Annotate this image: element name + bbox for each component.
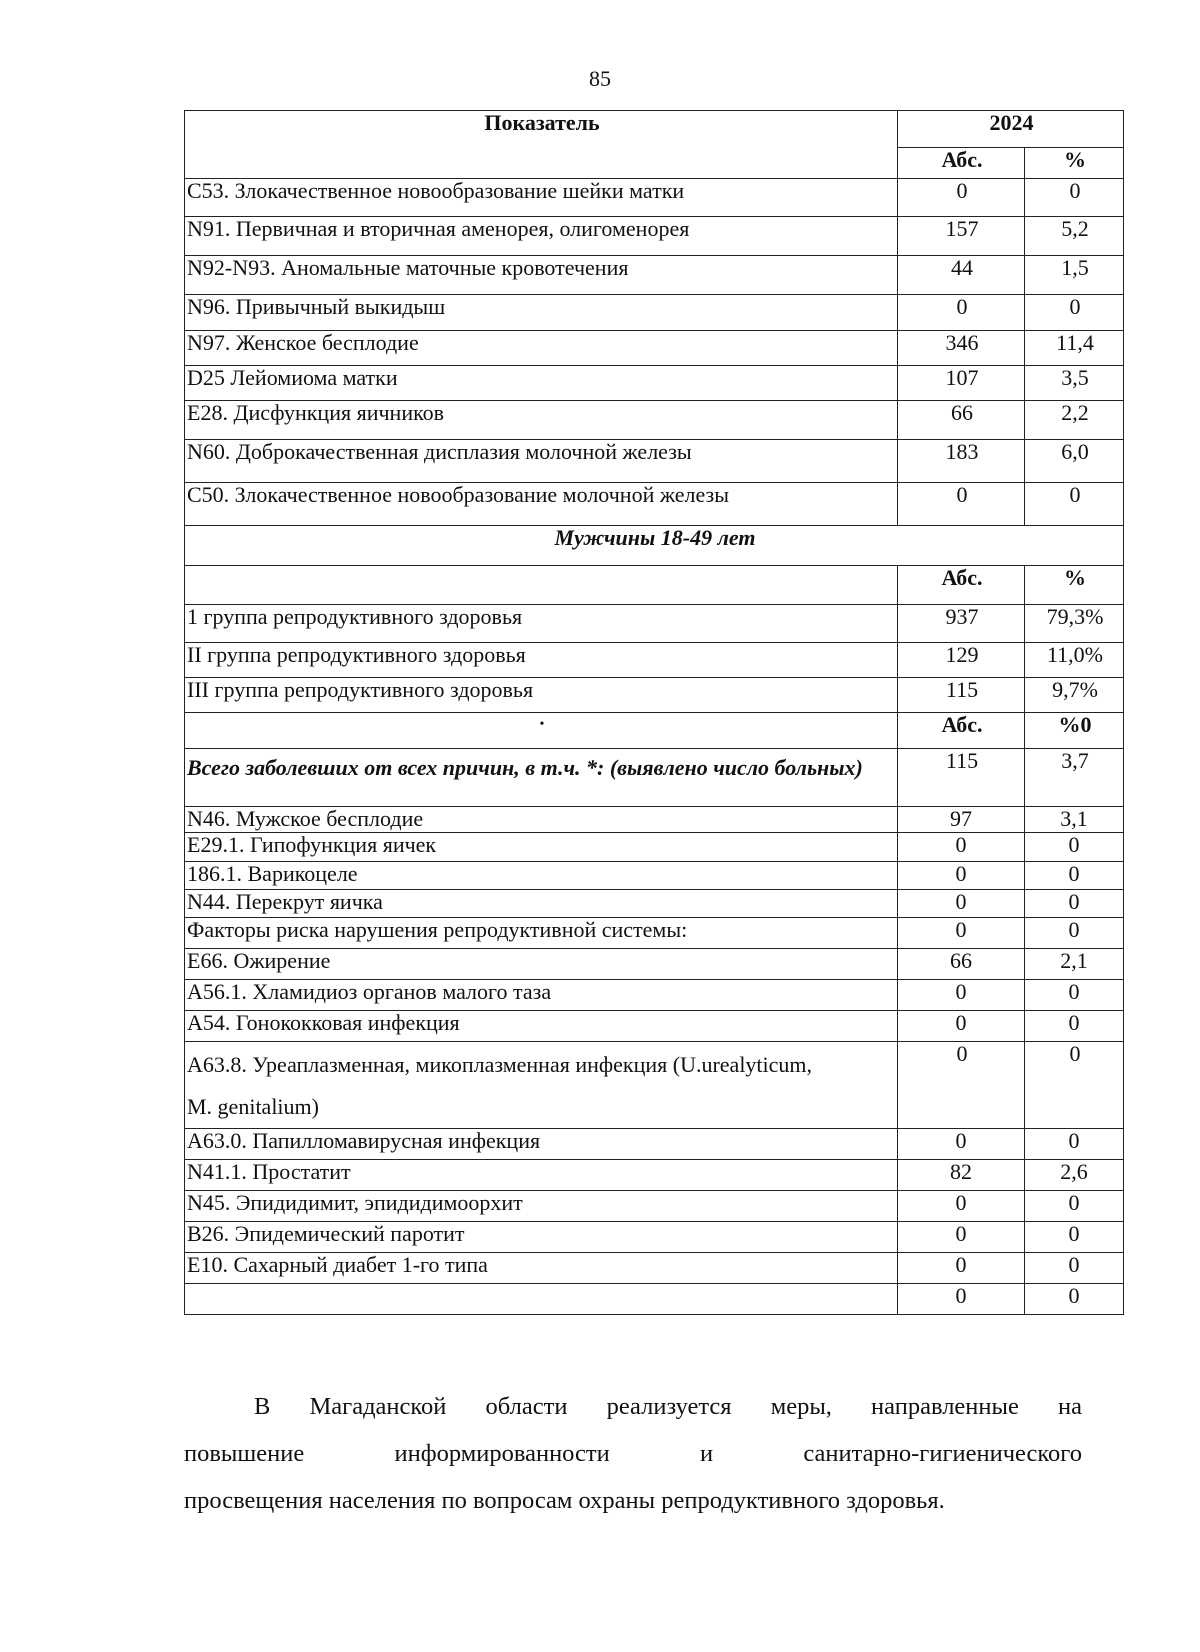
row-abs: 183 [898, 440, 1025, 483]
page-number: 85 [589, 66, 611, 91]
row-abs: 0 [898, 862, 1025, 890]
row-pct: 11,0% [1025, 643, 1124, 678]
header-abs: Абс. [898, 148, 1025, 179]
row-pct: 0 [1025, 1129, 1124, 1160]
table-row [185, 401, 1124, 440]
table-row [185, 1160, 1124, 1191]
row-pct: 0 [1025, 1222, 1124, 1253]
row-pct: 0 [1025, 295, 1124, 331]
row-abs: 44 [898, 256, 1025, 295]
row-label: A63.0. Папилломавирусная инфекция [185, 1129, 898, 1160]
row-label: N44. Перекрут яичка [185, 890, 898, 918]
row-pct: 0 [1025, 980, 1124, 1011]
table-row [185, 949, 1124, 980]
row-label: E66. Ожирение [185, 949, 898, 980]
header-pct: % [1025, 148, 1124, 179]
row-abs: 0 [898, 1011, 1025, 1042]
row-label: II группа репродуктивного здоровья [185, 643, 898, 678]
table-row [185, 678, 1124, 713]
row-pct: 9,7% [1025, 678, 1124, 713]
total-label: Всего заболевших от всех причин, в т.ч. *: (выявлено число больных) [185, 749, 898, 807]
row-abs: 0 [898, 918, 1025, 949]
table-row [185, 483, 1124, 526]
table-row [185, 918, 1124, 949]
row-label: N96. Привычный выкидыш [185, 295, 898, 331]
empty-cell [185, 566, 898, 605]
total-pct: 3,7 [1025, 749, 1124, 807]
row-abs: 346 [898, 331, 1025, 366]
row-label-line2: M. genitalium) [187, 1094, 319, 1119]
row-abs: 129 [898, 643, 1025, 678]
row-abs: 0 [898, 1253, 1025, 1284]
table-row [185, 1191, 1124, 1222]
table-row [185, 440, 1124, 483]
row-label: N41.1. Простатит [185, 1160, 898, 1191]
table-row [185, 807, 1124, 833]
header-indicator: Показатель [185, 111, 898, 179]
table-row [185, 179, 1124, 217]
row-abs: 0 [898, 483, 1025, 526]
row-pct: 0 [1025, 1191, 1124, 1222]
row-label-line1: A63.8. Уреаплазменная, микоплазменная инфекция (U.urealyticum, [187, 1052, 813, 1077]
body-paragraph [184, 1383, 1082, 1524]
row-abs: 0 [898, 179, 1025, 217]
row-abs: 0 [898, 295, 1025, 331]
table-row [185, 1042, 1124, 1129]
row-abs: 0 [898, 1222, 1025, 1253]
row-abs: 66 [898, 401, 1025, 440]
row-label: N91. Первичная и вторичная аменорея, олигоменорея [185, 217, 898, 256]
table-row [185, 217, 1124, 256]
row-label: C53. Злокачественное новообразование шейки матки [185, 179, 898, 217]
row-abs: 0 [898, 980, 1025, 1011]
row-pct: 0 [1025, 1284, 1124, 1315]
table-row [185, 643, 1124, 678]
table-row [185, 833, 1124, 862]
row-pct: 0 [1025, 179, 1124, 217]
table-row [185, 295, 1124, 331]
row-pct: 0 [1025, 862, 1124, 890]
subheader-abs: Абс. [898, 566, 1025, 605]
row-label: C50. Злокачественное новообразование молочной железы [185, 483, 898, 526]
row-pct: 0 [1025, 1011, 1124, 1042]
header-year: 2024 [898, 111, 1124, 148]
section-title-men: Мужчины 18-49 лет [185, 526, 1124, 566]
row-label: N46. Мужское бесплодие [185, 807, 898, 833]
row-label: N97. Женское бесплодие [185, 331, 898, 366]
row-label [185, 1284, 898, 1315]
row-pct: 3,5 [1025, 366, 1124, 401]
table-row [185, 1129, 1124, 1160]
row-label: 186.1. Варикоцеле [185, 862, 898, 890]
row-label: B26. Эпидемический паротит [185, 1222, 898, 1253]
row-label: E29.1. Гипофункция яичек [185, 833, 898, 862]
row-abs: 0 [898, 890, 1025, 918]
row-pct: 11,4 [1025, 331, 1124, 366]
row-label [185, 1042, 898, 1129]
row-label: N45. Эпидидимит, эпидидимоорхит [185, 1191, 898, 1222]
total-abs: 115 [898, 749, 1025, 807]
total-row [185, 749, 1124, 807]
bullet-mark: • [185, 713, 898, 749]
subheader-pct: % [1025, 566, 1124, 605]
row-abs: 0 [898, 1191, 1025, 1222]
row-pct: 79,3% [1025, 605, 1124, 643]
paragraph-line: В Магаданской области реализуется меры, направленные на [254, 1393, 1082, 1420]
row-pct: 1,5 [1025, 256, 1124, 295]
row-label: N92-N93. Аномальные маточные кровотечения [185, 256, 898, 295]
paragraph-line: просвещения населения по вопросам охраны репродуктивного здоровья. [184, 1487, 945, 1514]
row-pct: 2,6 [1025, 1160, 1124, 1191]
row-pct: 6,0 [1025, 440, 1124, 483]
row-abs: 0 [898, 1284, 1025, 1315]
row-abs: 66 [898, 949, 1025, 980]
table-row [185, 862, 1124, 890]
row-abs: 115 [898, 678, 1025, 713]
table-row [185, 331, 1124, 366]
health-table [184, 110, 1124, 1315]
row-label: D25 Лейомиома матки [185, 366, 898, 401]
row-abs: 0 [898, 833, 1025, 862]
row-pct: 3,1 [1025, 807, 1124, 833]
row-label: Факторы риска нарушения репродуктивной системы: [185, 918, 898, 949]
row-label: E28. Дисфункция яичников [185, 401, 898, 440]
row-pct: 0 [1025, 1042, 1124, 1129]
table-row [185, 1253, 1124, 1284]
row-label: III группа репродуктивного здоровья [185, 678, 898, 713]
row-abs: 82 [898, 1160, 1025, 1191]
row-label: N60. Доброкачественная дисплазия молочной железы [185, 440, 898, 483]
row-pct: 0 [1025, 483, 1124, 526]
row-label: 1 группа репродуктивного здоровья [185, 605, 898, 643]
table-row [185, 890, 1124, 918]
row-pct: 0 [1025, 918, 1124, 949]
table-row [185, 980, 1124, 1011]
table-row [185, 605, 1124, 643]
row-label: E10. Сахарный диабет 1-го типа [185, 1253, 898, 1284]
row-pct: 0 [1025, 1253, 1124, 1284]
row-pct: 2,2 [1025, 401, 1124, 440]
table-row [185, 1011, 1124, 1042]
row-abs: 0 [898, 1129, 1025, 1160]
row-abs: 107 [898, 366, 1025, 401]
table-row [185, 366, 1124, 401]
row-pct: 2,1 [1025, 949, 1124, 980]
table-row [185, 1222, 1124, 1253]
table-row [185, 1284, 1124, 1315]
row-pct: 5,2 [1025, 217, 1124, 256]
table-row [185, 256, 1124, 295]
row-label: A54. Гонококковая инфекция [185, 1011, 898, 1042]
subheader-abs-2: Абс. [898, 713, 1025, 749]
row-abs: 0 [898, 1042, 1025, 1129]
row-abs: 157 [898, 217, 1025, 256]
row-pct: 0 [1025, 890, 1124, 918]
row-pct: 0 [1025, 833, 1124, 862]
paragraph-line: повышение информированности и санитарно-гигиенического [184, 1440, 1082, 1467]
row-label: A56.1. Хламидиоз органов малого таза [185, 980, 898, 1011]
row-abs: 97 [898, 807, 1025, 833]
row-abs: 937 [898, 605, 1025, 643]
subheader-pct-2: %0 [1025, 713, 1124, 749]
